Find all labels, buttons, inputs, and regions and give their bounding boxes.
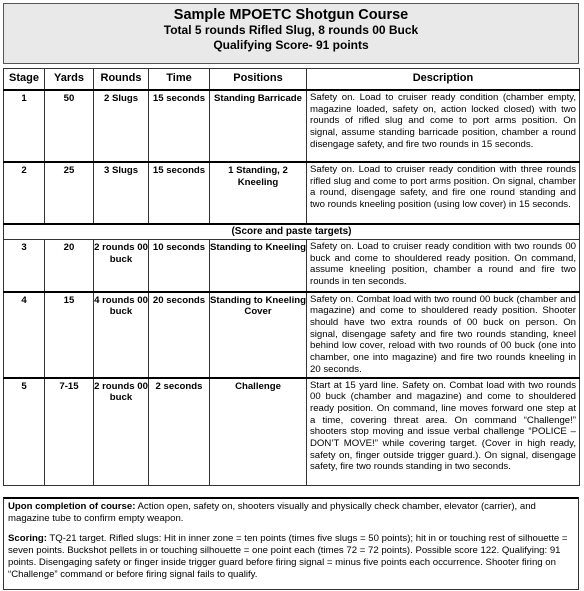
rounds-cell: 2 rounds 00 buck <box>94 378 149 486</box>
qualifying-score: Qualifying Score- 91 points <box>213 38 369 52</box>
time-cell: 15 seconds <box>149 162 210 224</box>
rounds-cell: 4 rounds 00 buck <box>94 292 149 378</box>
score-note: (Score and paste targets) <box>4 224 580 240</box>
description-cell: Start at 15 yard line. Safety on. Combat load with two rounds 00 buck (chamber and magazine) and come to shouldered ready position. On command, line moves forward one step at a time, covering threat area. On command “Challenge!” shooters stop moving and issue verbal challenge “POLICE – DON’T MOVE!” while covering target. (Cover in high ready, safety on, finger outside trigger guard.). On signal, disengage safety, fire two rounds standing in two seconds. <box>307 378 580 486</box>
rounds-cell: 3 Slugs <box>94 162 149 224</box>
column-header-stage: Stage <box>4 69 45 91</box>
rounds-cell: 2 rounds 00 buck <box>94 240 149 292</box>
description-cell: Safety on. Load to cruiser ready condition with three rounds rifled slug and come to port arms position. On signal, chamber a round, disengage safety, and fire one round standing and two rounds kneeling position (using low cover) in 15 seconds. <box>307 162 580 224</box>
document-title: Sample MPOETC Shotgun Course <box>173 7 409 23</box>
stage-cell: 1 <box>4 90 45 162</box>
stage-cell: 3 <box>4 240 45 292</box>
scoring-text: TQ-21 target. Rifled slugs: Hit in inner zone = ten points (times five slugs = 50 points); hit in or touching rest of silhouette = seven points. Buckshot pellets in or touching silhouette = one point each (times 72 = 72 points). Possible score 122. Qualifying: 91 points. Disengaging safety or finger inside trigger guard before firing signal = minus five points each occurrence. Shooter firing on “Challenge” command or before firing signal fails to qualify. <box>8 532 568 580</box>
document-header <box>3 3 579 64</box>
column-header-time: Time <box>149 69 210 91</box>
stage-cell: 4 <box>4 292 45 378</box>
table-row <box>4 292 580 378</box>
time-cell: 2 seconds <box>149 378 210 486</box>
column-header-rounds: Rounds <box>94 69 149 91</box>
description-cell: Safety on. Combat load with two round 00 buck (chamber and magazine) and come to shouldered ready position. Shooter should have two extra rounds of 00 buck on person. On signal, disengage safety and fire two rounds standing, kneel behind low cover, reload with two rounds of 00 buck (one into chamber, one into magazine) and fire two rounds kneeling in 20 seconds. <box>307 292 580 378</box>
description-cell: Safety on. Load to cruiser ready condition with two rounds 00 buck and come to shouldered ready position. On command, assume kneeling position, chamber a round and fire two rounds in ten seconds. <box>307 240 580 292</box>
scoring-paragraph <box>8 533 574 581</box>
table-row <box>4 240 580 292</box>
stage-cell: 2 <box>4 162 45 224</box>
table-row <box>4 90 580 162</box>
time-cell: 10 seconds <box>149 240 210 292</box>
stage-cell: 5 <box>4 378 45 486</box>
completion-label: Upon completion of course: <box>8 501 136 512</box>
completion-text: Action open, safety on, shooters visually and physically check chamber, elevator (carrier), and magazine tube to confirm empty weapon. <box>8 501 536 524</box>
yards-cell: 7-15 <box>45 378 94 486</box>
document-subtitle: Total 5 rounds Rifled Slug, 8 rounds 00 Buck <box>163 23 419 37</box>
rounds-cell: 2 Slugs <box>94 90 149 162</box>
yards-cell: 25 <box>45 162 94 224</box>
table-header-row <box>4 69 580 91</box>
completion-paragraph <box>8 501 574 525</box>
yards-cell: 15 <box>45 292 94 378</box>
yards-cell: 50 <box>45 90 94 162</box>
course-footer <box>3 497 579 590</box>
time-cell: 15 seconds <box>149 90 210 162</box>
positions-cell: Standing to Kneeling Cover <box>210 292 307 378</box>
column-header-yards: Yards <box>45 69 94 91</box>
column-header-positions: Positions <box>210 69 307 91</box>
course-table <box>3 68 580 486</box>
positions-cell: Standing Barricade <box>210 90 307 162</box>
yards-cell: 20 <box>45 240 94 292</box>
time-cell: 20 seconds <box>149 292 210 378</box>
positions-cell: Standing to Kneeling <box>210 240 307 292</box>
positions-cell: 1 Standing, 2 Kneeling <box>210 162 307 224</box>
score-note-row <box>4 224 580 240</box>
description-cell: Safety on. Load to cruiser ready condition (chamber empty, magazine loaded, safety on, action locked closed) with two rounds of rifled slug and come to port arms position. On signal, assume standing barricade position, chamber a round disengage safety, and fire two rounds in 15 seconds. <box>307 90 580 162</box>
positions-cell: Challenge <box>210 378 307 486</box>
table-row <box>4 162 580 224</box>
column-header-description: Description <box>307 69 580 91</box>
scoring-label: Scoring: <box>8 532 47 544</box>
table-row <box>4 378 580 486</box>
